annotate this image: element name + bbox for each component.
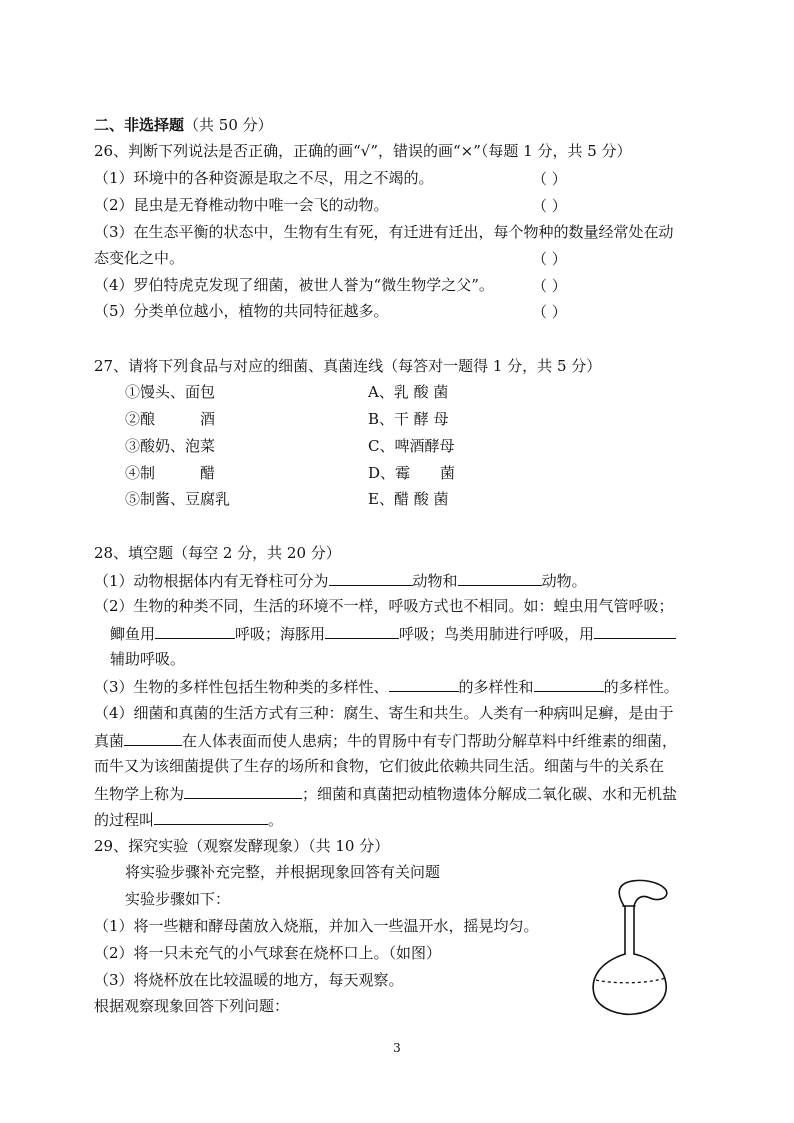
- q29-outro: 根据观察现象回答下列问题：: [94, 997, 290, 1015]
- q28-part-1: [94, 570, 587, 591]
- q28-blank-9[interactable]: [184, 783, 302, 799]
- q28-p4-text-g: 的过程叫: [94, 811, 155, 829]
- q29-step-2: （2）将一只未充气的小气球套在烧杯口上。（如图）: [94, 944, 442, 962]
- section-title-bold: 二、非选择题: [94, 116, 185, 134]
- q29-step-3: （3）将烧杯放在比较温暖的地方，每天观察。: [94, 971, 404, 989]
- q28-p3-text-a: （3）生物的多样性包括生物种类的多样性、: [94, 678, 389, 696]
- q29-step-1: （1）将一些糖和酵母菌放入烧瓶，并加入一些温开水，摇晃均匀。: [94, 917, 539, 935]
- flask-with-balloon-illustration: [578, 876, 678, 1016]
- q28-p4-text-f: ；细菌和真菌把动植物遗体分解成二氧化碳、水和无机盐: [302, 785, 678, 803]
- q28-part-4d: [94, 783, 677, 804]
- section-title: [94, 115, 273, 135]
- q26-answer-4[interactable]: （ ）: [532, 277, 567, 295]
- q27-right-item-d[interactable]: D、霉 菌: [368, 464, 456, 482]
- q29-steps-title: 实验步骤如下：: [125, 890, 231, 908]
- q28-blank-8[interactable]: [124, 730, 182, 746]
- q28-p2-text-c: 呼吸；海豚用: [235, 625, 326, 643]
- q28-p1-text-a: （1）动物根据体内有无脊柱可分为: [94, 572, 329, 590]
- q28-blank-5[interactable]: [594, 623, 676, 639]
- q27-stem: 27、请将下列食品与对应的细菌、真菌连线（每答对一题得 1 分，共 5 分）: [94, 357, 602, 375]
- q27-left-item-4[interactable]: ④制 醋: [125, 464, 216, 482]
- section-title-rest: （共 50 分）: [184, 116, 273, 134]
- q28-p1-text-c: 动物。: [541, 572, 587, 590]
- q28-blank-7[interactable]: [534, 676, 604, 692]
- q28-p2-text-d: 呼吸；鸟类用肺进行呼吸，用: [399, 625, 595, 643]
- q28-part-4b: [94, 730, 677, 751]
- q26-item-2: （2）昆虫是无脊椎动物中唯一会飞的动物。: [94, 196, 389, 214]
- page-number: 3: [393, 1041, 401, 1055]
- q27-left-item-3[interactable]: ③酸奶、泡菜: [125, 437, 216, 455]
- q28-p4-text-e: 生物学上称为: [94, 785, 185, 803]
- q28-blank-2[interactable]: [458, 570, 542, 586]
- q26-stem: 26、判断下列说法是否正确，正确的画“√”，错误的画“×”（每题 1 分，共 5 分）: [94, 142, 632, 160]
- q27-left-item-1[interactable]: ①馒头、面包: [125, 383, 216, 401]
- q27-right-item-e[interactable]: E、醋 酸 菌: [368, 490, 449, 508]
- q28-part-4e: [94, 809, 283, 830]
- q29-intro: 将实验步骤补充完整，并根据现象回答有关问题: [125, 863, 441, 881]
- q28-blank-6[interactable]: [389, 676, 459, 692]
- q29-stem: 29、探究实验（观察发酵现象）（共 10 分）: [94, 837, 390, 855]
- q28-blank-3[interactable]: [155, 623, 235, 639]
- q28-p4-text-h: 。: [268, 811, 284, 829]
- q26-item-3b: 态变化之中。: [94, 249, 185, 267]
- q26-answer-3[interactable]: （ ）: [532, 250, 567, 268]
- q28-part-2a: （2）生物的种类不同，生活的环境不一样，呼吸方式也不相同。如：蝗虫用气管呼吸；: [94, 597, 674, 615]
- q28-part-2b: [110, 623, 676, 644]
- q26-answer-2[interactable]: （ ）: [532, 197, 567, 215]
- q26-item-4: （4）罗伯特虎克发现了细菌，被世人誉为“微生物学之父”。: [94, 276, 494, 294]
- q28-p3-text-c: 的多样性。: [603, 678, 679, 696]
- q26-item-1: （1）环境中的各种资源是取之不尽，用之不竭的。: [94, 169, 434, 187]
- q28-p3-text-b: 的多样性和: [458, 678, 534, 696]
- q28-part-2c: 辅助呼吸。: [110, 650, 186, 668]
- q28-part-3: [94, 676, 679, 697]
- q28-stem: 28、填空题（每空 2 分，共 20 分）: [94, 544, 341, 562]
- q27-right-item-a[interactable]: A、乳 酸 菌: [368, 383, 449, 401]
- q26-answer-5[interactable]: （ ）: [532, 303, 567, 321]
- q28-part-4c: 而牛又为该细菌提供了生存的场所和食物，它们彼此依赖共同生活。细菌与牛的关系在: [94, 757, 665, 775]
- q26-item-3a: （3）在生态平衡的状态中，生物有生有死，有迁进有迁出，每个物种的数量经常处在动: [94, 223, 674, 241]
- q28-p1-text-b: 动物和: [412, 572, 458, 590]
- q28-blank-1[interactable]: [329, 570, 413, 586]
- q28-p4-text-b: 真菌: [94, 732, 125, 750]
- q27-right-item-c[interactable]: C、啤酒酵母: [368, 437, 455, 455]
- q28-p2-text-b: 鲫鱼用: [110, 625, 156, 643]
- q28-blank-10[interactable]: [154, 809, 268, 825]
- q27-left-item-2[interactable]: ②酿 酒: [125, 410, 216, 428]
- q28-part-4a: （4）细菌和真菌的生活方式有三种：腐生、寄生和共生。人类有一种病叫足癣，是由于: [94, 704, 674, 722]
- q26-item-5: （5）分类单位越小，植物的共同特征越多。: [94, 302, 389, 320]
- q26-answer-1[interactable]: （ ）: [532, 170, 567, 188]
- q28-blank-4[interactable]: [325, 623, 399, 639]
- q27-left-item-5[interactable]: ⑤制酱、豆腐乳: [125, 490, 231, 508]
- q27-right-item-b[interactable]: B、干 酵 母: [368, 410, 449, 428]
- q28-p4-text-c: 在人体表面而使人患病；牛的胃肠中有专门帮助分解草料中纤维素的细菌，: [182, 732, 678, 750]
